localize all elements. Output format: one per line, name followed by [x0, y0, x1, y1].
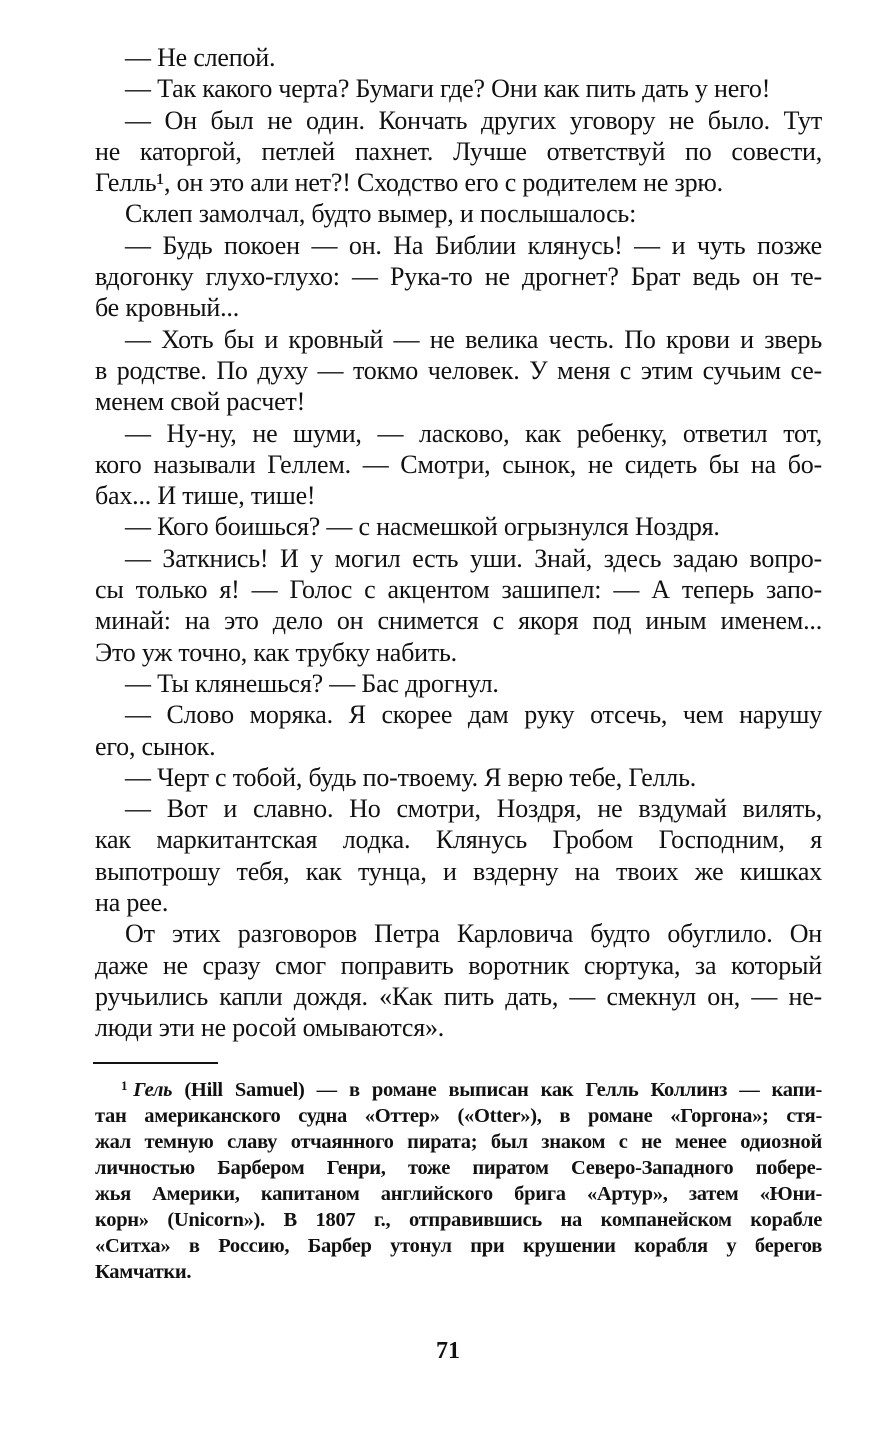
footnote-line: тан американского судна «Оттер» («Otter»), в романе «Горгона»; стя-: [95, 1105, 822, 1127]
footnote-divider: [93, 1062, 218, 1064]
text-line: кого называли Геллем. — Смотри, сынок, не сидеть бы на бо-: [95, 449, 822, 479]
footnote-line: корн» (Unicorn»). В 1807 г., отправившись на компанейском корабле: [95, 1209, 822, 1231]
text-line: менем свой расчет!: [95, 387, 306, 417]
text-line: даже не сразу смог поправить воротник сюртука, за который: [95, 950, 822, 980]
text-line: в родстве. По духу — токмо человек. У меня с этим сучьим се-: [95, 355, 822, 385]
text-line: — Слово моряка. Я скорее дам руку отсечь, чем нарушу: [125, 700, 822, 730]
text-line: — Он был не один. Кончать других уговору не было. Тут: [125, 105, 822, 135]
main-text: [95, 42, 822, 1044]
text-line: — Черт с тобой, будь по-твоему. Я верю тебе, Гелль.: [125, 762, 697, 792]
footnote-line: жал темную славу отчаянного пирата; был знаком с не менее одиозной: [95, 1131, 822, 1153]
text-line: выпотрошу тебя, как тунца, и вздерну на твоих же кишках: [95, 856, 822, 886]
text-line: — Будь покоен — он. На Библии клянусь! — и чуть позже: [125, 230, 822, 260]
text-line: ручьились капли дождя. «Как пить дать, — смекнул он, — не-: [95, 981, 822, 1011]
text-line: минай: на это дело он снимется с якоря под иным именем...: [95, 606, 822, 636]
text-line: — Кого боишься? — с насмешкой огрызнулся Ноздря.: [125, 512, 720, 542]
text-line: — Ну-ну, не шуми, — ласково, как ребенку, ответил тот,: [125, 418, 822, 448]
text-line: От этих разговоров Петра Карловича будто обуглило. Он: [125, 919, 822, 949]
footnote-line: жья Америки, капитаном английского брига «Артур», затем «Юни-: [95, 1183, 822, 1205]
text-line: люди эти не росой омываются».: [95, 1013, 445, 1043]
text-line: его, сынок.: [95, 731, 216, 761]
footnote-first-line: [95, 1077, 822, 1103]
text-line: — Так какого черта? Бумаги где? Они как пить дать у него!: [125, 74, 771, 104]
text-line: как маркитантская лодка. Клянусь Гробом Господним, я: [95, 825, 822, 855]
text-line: — Хоть бы и кровный — не велика честь. По крови и зверь: [125, 324, 822, 354]
footnote-term: Гель: [133, 1079, 173, 1101]
text-line: сы только я! — Голос с акцентом зашипел: — А теперь запо-: [95, 575, 822, 605]
text-line: не каторгой, петлей пахнет. Лучше ответствуй по совести,: [95, 136, 822, 166]
text-line: — Ты клянешься? — Бас дрогнул.: [125, 668, 499, 698]
text-line: Гелль¹, он это али нет?! Сходство его с родителем не зрю.: [95, 168, 723, 198]
text-line: — Не слепой.: [125, 43, 276, 72]
text-line: бах... И тише, тише!: [95, 481, 316, 511]
text-line: бе кровный...: [95, 293, 240, 323]
text-line: Склеп замолчал, будто вымер, и послышалось:: [125, 199, 637, 229]
footnote-line: личностью Барбером Генри, тоже пиратом Северо-Западного побере-: [95, 1157, 822, 1179]
footnote: [95, 1077, 822, 1285]
footnote-line: «Ситха» в Россию, Барбер утонул при крушении корабля у берегов: [95, 1235, 822, 1257]
text-line: Это уж точно, как трубку набить.: [95, 637, 457, 667]
footnote-marker: 1: [121, 1078, 128, 1093]
footnote-line: Камчатки.: [95, 1261, 192, 1283]
text-line: вдогонку глухо-глухо: — Рука-то не дрогнет? Брат ведь он те-: [95, 262, 822, 292]
page-number: 71: [436, 1338, 460, 1364]
footnote-first-line-text: (Hill Samuel) — в романе выписан как Гелль Коллинз — капи-: [184, 1079, 822, 1101]
text-line: — Заткнись! И у могил есть уши. Знай, здесь задаю вопро-: [125, 543, 822, 573]
text-line: на рее.: [95, 888, 169, 918]
text-line: — Вот и славно. Но смотри, Ноздря, не вздумай вилять,: [125, 794, 822, 824]
